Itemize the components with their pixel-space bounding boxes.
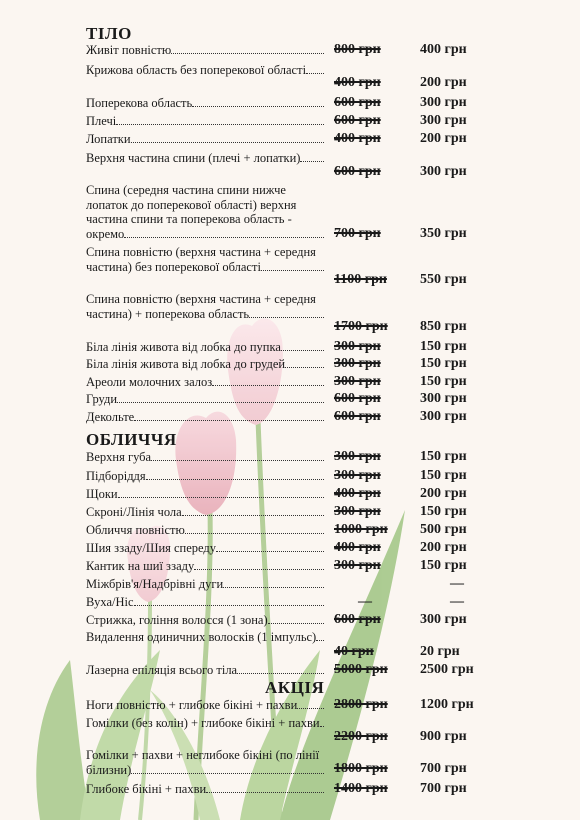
- service-name: Спина повністю (верхня частина + середня частина) без поперекової області: [86, 245, 326, 274]
- old-price: 400 грн: [334, 131, 381, 146]
- new-price: 150 грн: [420, 504, 467, 519]
- old-price: 600 грн: [334, 113, 381, 128]
- old-price: 800 грн: [334, 42, 381, 57]
- old-price: 600 грн: [334, 612, 381, 627]
- new-price: 300 грн: [420, 612, 467, 627]
- old-price: 600 грн: [334, 391, 381, 406]
- old-price: 400 грн: [334, 486, 381, 501]
- old-price: 1100 грн: [334, 272, 387, 287]
- service-name: Плечі: [86, 114, 326, 129]
- new-price: 700 грн: [420, 761, 467, 776]
- service-name: Груди: [86, 392, 326, 407]
- old-price: 1700 грн: [334, 319, 388, 334]
- old-price: 300 грн: [334, 374, 381, 389]
- old-price: 600 грн: [334, 409, 381, 424]
- old-price: 1000 грн: [334, 522, 388, 537]
- leader-dots: [320, 726, 324, 727]
- leader-dots: [171, 53, 324, 54]
- new-price: 1200 грн: [420, 697, 474, 712]
- service-name: Кантик на шиї ззаду: [86, 559, 326, 574]
- new-price: 350 грн: [420, 226, 467, 241]
- service-name: Лопатки: [86, 132, 326, 147]
- leader-dots: [285, 367, 324, 368]
- old-price: —: [358, 594, 372, 609]
- new-price: 550 грн: [420, 272, 467, 287]
- service-name: Верхня губа: [86, 450, 326, 465]
- leader-dots: [151, 460, 324, 461]
- leader-dots: [306, 73, 324, 74]
- new-price: —: [450, 594, 464, 609]
- new-price: 150 грн: [420, 339, 467, 354]
- new-price: 150 грн: [420, 558, 467, 573]
- new-price: 200 грн: [420, 486, 467, 501]
- service-name: Підборіддя: [86, 469, 326, 484]
- leader-dots: [117, 402, 324, 403]
- leader-dots: [134, 605, 324, 606]
- section-title-body: ТІЛО: [86, 24, 132, 43]
- old-price: 300 грн: [334, 468, 381, 483]
- new-price: 20 грн: [420, 644, 460, 659]
- old-price: 300 грн: [334, 339, 381, 354]
- service-name: Спина повністю (верхня частина + середня частина) + поперекова область: [86, 292, 326, 321]
- service-name: Лазерна епіляція всього тіла: [86, 663, 326, 678]
- new-price: 300 грн: [420, 164, 467, 179]
- new-price: 900 грн: [420, 729, 467, 744]
- leader-dots: [116, 124, 324, 125]
- leader-dots: [216, 551, 324, 552]
- old-price: 400 грн: [334, 540, 381, 555]
- service-name: Біла лінія живота від лобка до пупка: [86, 340, 326, 355]
- leader-dots: [131, 773, 324, 774]
- service-name: Глибоке бікіні + пахви: [86, 782, 326, 797]
- new-price: 400 грн: [420, 42, 467, 57]
- old-price: 2800 грн: [334, 697, 388, 712]
- service-name: Ареоли молочних залоз: [86, 375, 326, 390]
- service-name: Вуха/Ніс: [86, 595, 326, 610]
- old-price: 400 грн: [334, 75, 381, 90]
- section-title-face: ОБЛИЧЧЯ: [86, 430, 177, 449]
- service-name: Щоки: [86, 487, 326, 502]
- new-price: 850 грн: [420, 319, 467, 334]
- new-price: 200 грн: [420, 131, 467, 146]
- service-name: Міжбрів'я/Надбрівні дуги: [86, 577, 326, 592]
- leader-dots: [316, 640, 324, 641]
- old-price: 1400 грн: [334, 781, 388, 796]
- leader-dots: [134, 420, 324, 421]
- leader-dots: [212, 385, 324, 386]
- new-price: 500 грн: [420, 522, 467, 537]
- leader-dots: [249, 317, 324, 318]
- leader-dots: [261, 270, 324, 271]
- leader-dots: [297, 708, 324, 709]
- service-name: Декольте: [86, 410, 326, 425]
- old-price: 40 грн: [334, 644, 374, 659]
- service-name: Гомілки (без колін) + глибоке бікіні + пахви: [86, 716, 326, 731]
- old-price: 300 грн: [334, 558, 381, 573]
- new-price: 300 грн: [420, 113, 467, 128]
- service-name: Обличчя повністю: [86, 523, 326, 538]
- old-price: 600 грн: [334, 95, 381, 110]
- new-price: 700 грн: [420, 781, 467, 796]
- leader-dots: [206, 792, 324, 793]
- old-price: 5000 грн: [334, 662, 388, 677]
- new-price: 2500 грн: [420, 662, 474, 677]
- service-name: Гомілки + пахви + неглибоке бікіні (по лінії білизни): [86, 748, 326, 777]
- service-name: Верхня частина спини (плечі + лопатки): [86, 151, 326, 166]
- service-name: Крижова область без поперекової області: [86, 63, 326, 78]
- old-price: 300 грн: [334, 504, 381, 519]
- leader-dots: [300, 161, 324, 162]
- leader-dots: [194, 569, 324, 570]
- leader-dots: [118, 497, 324, 498]
- new-price: 200 грн: [420, 540, 467, 555]
- leader-dots: [124, 237, 324, 238]
- service-name: Живіт повністю: [86, 43, 326, 58]
- section-title-promo: АКЦІЯ: [265, 678, 325, 697]
- old-price: 700 грн: [334, 226, 381, 241]
- old-price: 2200 грн: [334, 729, 388, 744]
- service-name: Поперекова область: [86, 96, 326, 111]
- old-price: 1800 грн: [334, 761, 388, 776]
- old-price: 300 грн: [334, 356, 381, 371]
- leader-dots: [281, 350, 324, 351]
- new-price: —: [450, 576, 464, 591]
- leader-dots: [131, 142, 324, 143]
- service-name: Біла лінія живота від лобка до грудей: [86, 357, 326, 372]
- service-name: Шия ззаду/Шия спереду: [86, 541, 326, 556]
- service-name: Ноги повністю + глибоке бікіні + пахви: [86, 698, 326, 713]
- new-price: 300 грн: [420, 409, 467, 424]
- leader-dots: [182, 515, 324, 516]
- new-price: 150 грн: [420, 356, 467, 371]
- leader-dots: [185, 533, 324, 534]
- old-price: 300 грн: [334, 449, 381, 464]
- leader-dots: [146, 479, 324, 480]
- new-price: 150 грн: [420, 468, 467, 483]
- service-name: Стрижка, гоління волосся (1 зона): [86, 613, 326, 628]
- new-price: 200 грн: [420, 75, 467, 90]
- new-price: 150 грн: [420, 449, 467, 464]
- leader-dots: [268, 623, 324, 624]
- old-price: 600 грн: [334, 164, 381, 179]
- new-price: 150 грн: [420, 374, 467, 389]
- new-price: 300 грн: [420, 391, 467, 406]
- service-name: Видалення одиничних волосків (1 імпульс): [86, 630, 326, 645]
- new-price: 300 грн: [420, 95, 467, 110]
- leader-dots: [237, 673, 324, 674]
- leader-dots: [192, 106, 324, 107]
- leader-dots: [223, 587, 324, 588]
- service-name: Скроні/Лінія чола: [86, 505, 326, 520]
- service-name: Спина (середня частина спини нижче лопаток до поперекової області) верхня частина спини та поперекова область - окремо: [86, 183, 326, 241]
